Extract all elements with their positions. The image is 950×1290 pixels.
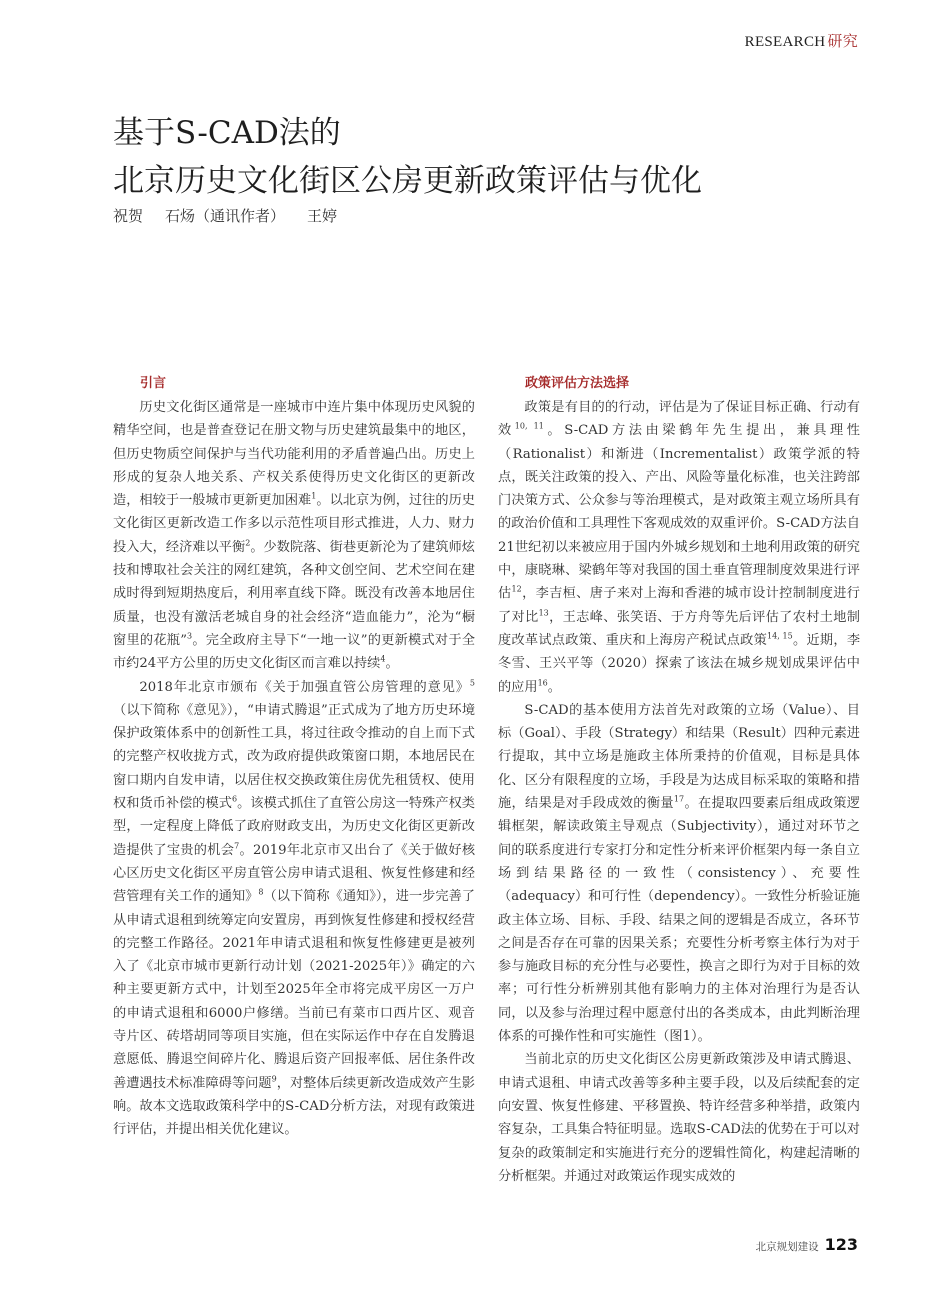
author-list	[113, 205, 337, 226]
citation: 7	[234, 841, 240, 851]
citation: 14, 15	[767, 631, 793, 641]
left-column	[113, 374, 475, 1142]
title-line-2: 北京历史文化街区公房更新政策评估与优化	[113, 162, 702, 199]
citation: 8	[258, 887, 264, 897]
title-line-1: 基于S-CAD法的	[113, 114, 341, 151]
body-paragraph: 2018年北京市颁布《关于加强直管公房管理的意见》$^5$（以下简称《意见》），“申请式腾退”正式成为了地方历史环境保护政策体系中的创新性工具，将过往政令推动的自上而下式的完整产权收拢方式，改为政府提供政策窗口期，本地居民在窗口期内自发申请，以居住权交换政策住房优先租赁权、使用权和货币补偿的模式$^6$。该模式抓住了直管公房这一特殊产权类型，一定程度上降低了政府财政支出，为历史文化街区更新改造提供了宝贵的机会$^7$。2019年北京市又出台了《关于做好核心区历史文化街区平房直管公房申请式退租、恢复性修建和经营管理有关工作的通知》$^8$（以下简称《通知》），进一步完善了从申请式退租到统筹定向安置房，再到恢复性修建和授权经营的完整工作路径。2021年申请式退租和恢复性修建更是被列入了《北京市城市更新行动计划（2021-2025年）》确定的六种主要更新方式中，计划至2025年全市将完成平房区一万户的申请式退租和6000户修缮。当前已有菜市口西片区、观音寺片区、砖塔胡同等项目实施，但在实际运作中存在自发腾退意愿低、腾退空间碎片化、腾退后资产回报率低、居住条件改善遭遇技术标准障碍等问题$^9$，对整体后续更新改造成效产生影响。故本文选取政策科学中的S-CAD分析方法，对现有政策进行评估，并提出相关优化建议。	[113, 678, 476, 1138]
citation: 1	[311, 491, 317, 501]
citation: 13	[538, 608, 549, 618]
author-name: 石炀（通讯作者）	[165, 207, 286, 225]
citation: 9	[271, 1074, 277, 1084]
citation: 16	[537, 678, 548, 688]
section-tag-en: RESEARCH	[744, 34, 826, 50]
citation: 4	[380, 654, 386, 664]
citation: 10, 11	[514, 421, 544, 431]
body-paragraph: 政策是有目的的行动，评估是为了保证目标正确、行动有效$^{10, 11}$。S-CAD方法由梁鹤年先生提出，兼具理性（Rationalist）和渐进（Incrementalist）政策学派的特点，既关注政策的投入、产出、风险等量化标准，也关注跨部门决策方式、公众参与等治理模式，是对政策主观立场所具有的政治价值和工具理性下客观成效的双重评价。S-CAD方法自21世纪初以来被应用于国内外城乡规划和土地利用政策的研究中，康晓琳、梁鹤年等对我国的国土垂直管理制度效果进行评估$^{12}$，李吉桓、唐子来对上海和香港的城市设计控制制度进行了对比$^{13}$，王志峰、张笑语、于方舟等先后评估了农村土地制度改革试点政策、重庆和上海房产税试点政策$^{14, 15}$。近期，李冬雪、王兴平等（2020）探索了该法在城乡规划成果评估中的应用$^{16}$。	[498, 400, 861, 695]
citation: 2	[245, 538, 251, 548]
citation: 3	[186, 631, 193, 641]
body-paragraph: 当前北京的历史文化街区公房更新政策涉及申请式腾退、申请式退租、申请式改善等多种主要手段，以及后续配套的定向安置、恢复性修建、平移置换、特许经营多种举措，政策内容复杂，工具集合特征明显。选取S-CAD法的优势在于可以对复杂的政策制定和实施进行充分的逻辑性简化，构建起清晰的分析框架。并通过对政策运作现实成效的	[498, 1052, 860, 1184]
article-title	[113, 109, 702, 205]
author-name: 祝贺	[113, 207, 144, 225]
citation: 6	[231, 794, 238, 804]
section-tag	[745, 30, 858, 51]
body-paragraph: 历史文化街区通常是一座城市中连片集中体现历史风貌的精华空间，也是普查登记在册文物与历史建筑最集中的地区，但历史物质空间保护与当代功能利用的矛盾普遍凸出。历史上形成的复杂人地关系、产权关系使得历史文化街区的更新改造，相较于一般城市更新更加困难$^1$。以北京为例，过往的历史文化街区更新改造工作多以示范性项目形式推进，人力、财力投入大，经济难以平衡$^2$。少数院落、街巷更新沦为了建筑师炫技和博取社会关注的网红建筑，各种文创空间、艺术空间在建成时得到短期热度后，利用率直线下降。既没有改善本地居住质量，也没有激活老城自身的社会经济“造血能力”，沦为“橱窗里的花瓶”$^3$。完全政府主导下“一地一议”的更新模式对于全市约24平方公里的历史文化街区而言难以持续$^4$。	[113, 400, 476, 672]
author-name: 王婷	[307, 207, 338, 225]
page-footer	[756, 1235, 858, 1254]
page-number: 123	[824, 1235, 858, 1254]
section-heading-methods: 政策评估方法选择	[525, 376, 630, 391]
citation: 5	[469, 678, 475, 688]
body-paragraph: S-CAD的基本使用方法首先对政策的立场（Value）、目标（Goal）、手段（Strategy）和结果（Result）四种元素进行提取，其中立场是施政主体所秉持的价值观，目标是具体化、区分有限程度的立场，手段是为达成目标采取的策略和措施，结果是对手段成效的衡量$^{17}$。在提取四要素后组成政策逻辑框架，解读政策主导观点（Subjectivity），通过对环节之间的联系度进行专家打分和定性分析来评价框架内每一条自立场到结果路径的一致性（consistency）、充要性（adequacy）和可行性（dependency）。一致性分析验证施政主体立场、目标、手段、结果之间的逻辑是否成立，各环节之间是否存在可靠的因果关系；充要性分析考察主体行为对于参与施政目标的充分性与必要性，换言之即行为对于目标的效率；可行性分析辨别其他有影响力的主体对治理行为是否认同，以及参与治理过程中愿意付出的各类成本，由此判断治理体系的可操作性和可实施性（图1）。	[498, 702, 860, 1045]
right-column	[498, 374, 860, 1188]
citation: 12	[511, 584, 522, 594]
section-tag-zh: 研究	[827, 32, 858, 50]
section-heading-introduction: 引言	[140, 376, 167, 391]
citation: 17	[673, 794, 685, 804]
journal-name: 北京规划建设	[755, 1241, 819, 1253]
